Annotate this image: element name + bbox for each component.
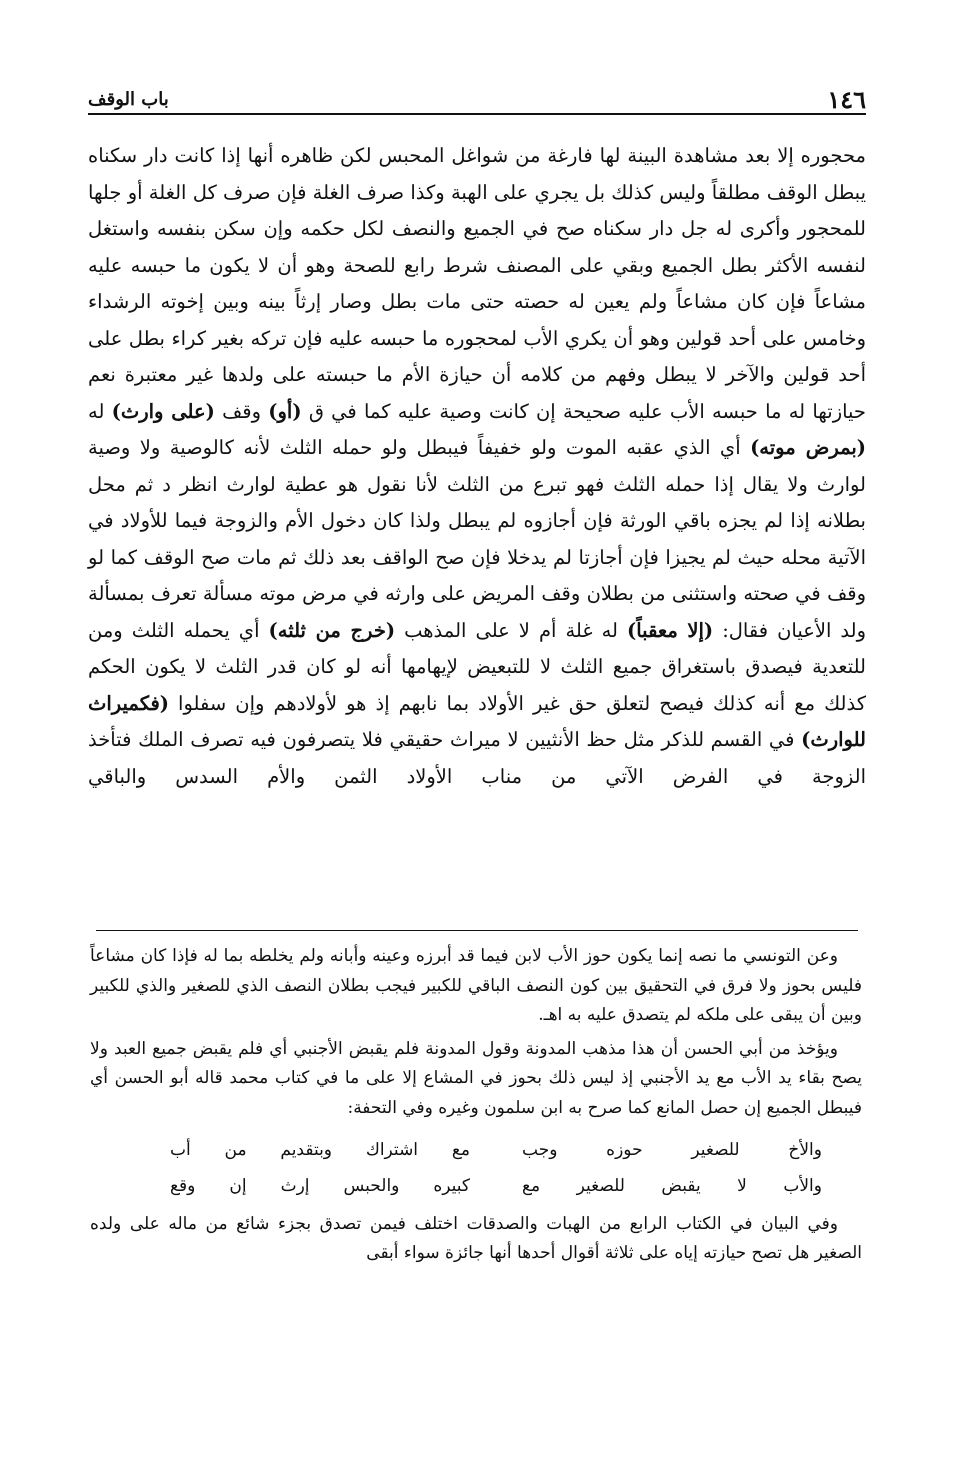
main-paragraph — [88, 138, 866, 795]
footnote-paragraph: ويؤخذ من أبي الحسن أن هذا مذهب المدونة وقول المدونة فلم يقبض الأجنبي أي فلم يقبض جميع العبد ولا يصح بقاء يد الأب مع يد الأجنبي إذ ليس ذلك بحوز في المشاع إلا على ما في كتاب محمد قاله أبو الحسن أي فيبطل الجميع إن حصل المانع كما صرح به ابن سلمون وغيره وفي التحفة: — [90, 1038, 862, 1118]
footnote-paragraph: وفي البيان في الكتاب الرابع من الهبات والصدقات اختلف فيمن تصدق بجزء شائع من ماله على ولده الصغير هل تصح حيازته إياه على ثلاثة أقوال أحدها أنها جائزة سواء أبقى — [90, 1213, 862, 1264]
commentary-text: أي الذي عقبه الموت ولو خفيفاً فيبطل ولو حمله الثلث لأنه كالوصية ولا وصية لوارث ولا يقال إذا حمله الثلث فهو تبرع من الثلث لأنا نقول هو عطية لوارث انظر د ثم محل بطلانه إذا لم يجزه باقي الورثة فإن أجازوه لم يبطل ولذا كان دخول الأم والزوجة فيما للأولاد في الآتية محله حيث لم يجيزا فإن أجازتا لم يدخلا فإن صح الواقف بعد ذلك ثم مات صح الوقف كما لو وقف في صحته واستثنى من بطلان وقف المريض على وارثه في مرض موته مسألة تعرف بمسألة ولد الأعيان فقال: — [88, 436, 867, 642]
verse-hemistich-left: مع اشتراك وبتقديم من أب — [170, 1139, 470, 1160]
matn-keyword: (فكميراث للوارث) — [88, 691, 866, 751]
verse-hemistich-right: والأخ للصغير حوزه وجب — [522, 1139, 822, 1160]
commentary-text: وقف — [214, 399, 269, 423]
verse-line — [90, 1132, 862, 1168]
commentary-text: في القسم للذكر مثل حظ الأنثيين لا ميراث حقيقي فلا يتصرفون فيه تصرف الملك فتأخذ الزوجة في الفرض الآتي من مناب الأولاد الثمن والأم السدس والباقي — [88, 728, 866, 788]
commentary-text: له غلة أم لا على المذهب — [395, 618, 628, 642]
page-header — [88, 82, 866, 114]
footnote-paragraph: وعن التونسي ما نصه إنما يكون حوز الأب لابن فيما قد أبرزه وعينه وأبانه ولم يخلطه بما له فإذا كان مشاعاً فليس بحوز ولا فرق في التحقيق بين كون النصف الباقي للكبير فيجب بطلان النصف الذي للصغير والذي للكبير وبين أن يبقى على ملكه لم يتصدق عليه به اهـ. — [90, 946, 862, 1026]
verse-hemistich-left: كبيره والحبس إرث إن وقع — [170, 1175, 470, 1196]
verse-hemistich-right: والأب لا يقبض للصغير مع — [522, 1175, 822, 1196]
header-rule — [88, 113, 866, 115]
matn-keyword: (على وارث) — [111, 399, 215, 423]
matn-keyword: (خرج من ثلثه) — [268, 618, 396, 642]
poem-verses — [90, 1132, 862, 1204]
matn-keyword: (أو) — [268, 399, 302, 423]
footnote-separator — [96, 930, 858, 931]
commentary-text: محجوره إلا بعد مشاهدة البينة لها فارغة من شواغل المحبس لكن ظاهره أنها إذا كانت دار سكناه يبطل الوقف مطلقاً وليس كذلك بل يجري على الهبة وكذا صرف الغلة فإن صرف كل الغلة أو جلها للمحجور وأكرى له جل دار سكناه صح في الجميع والنصف لكل حكمه وإن سكن بنفسه واستغل لنفسه الأكثر بطل الجميع وبقي على المصنف شرط رابع للصحة وهو أن لا يكون ما حبسه عليه مشاعاً فإن كان مشاعاً ولم يعين له حصته حتى مات بطل وصار إرثاً بينه وبين إخوته الرشداء وخامس على أحد قولين وهو أن يكري الأب لمحجوره ما حبسه عليه فإن تركه بغير كراء بطل على أحد قولين والآخر لا يبطل وفهم من كلامه أن حيازة الأم ما حبسته على ولدها غير معتبرة نعم حيازتها له ما حبسه الأب عليه صحيحة إن كانت وصية عليه كما في ق — [88, 144, 866, 423]
running-title: باب الوقف — [88, 89, 169, 110]
commentary-text: أي يحمله الثلث ومن للتعدية فيصدق باستغراق جميع الثلث لا للتبعيض لإيهامها أنه لو كان قدر الثلث لا يكون الحكم كذلك مع أنه كذلك فيصح لتعلق حق غير الأولاد بما نابهم إذ هو لأولادهم وإن سفلوا — [88, 618, 866, 715]
page-number: ١٤٦ — [827, 85, 866, 114]
matn-keyword: (بمرض موته) — [750, 436, 867, 459]
verse-line — [90, 1168, 862, 1204]
commentary-text: له — [88, 399, 112, 423]
matn-keyword: (إلا معقباً) — [627, 618, 714, 642]
footnotes — [90, 942, 862, 1273]
main-text — [88, 138, 866, 795]
